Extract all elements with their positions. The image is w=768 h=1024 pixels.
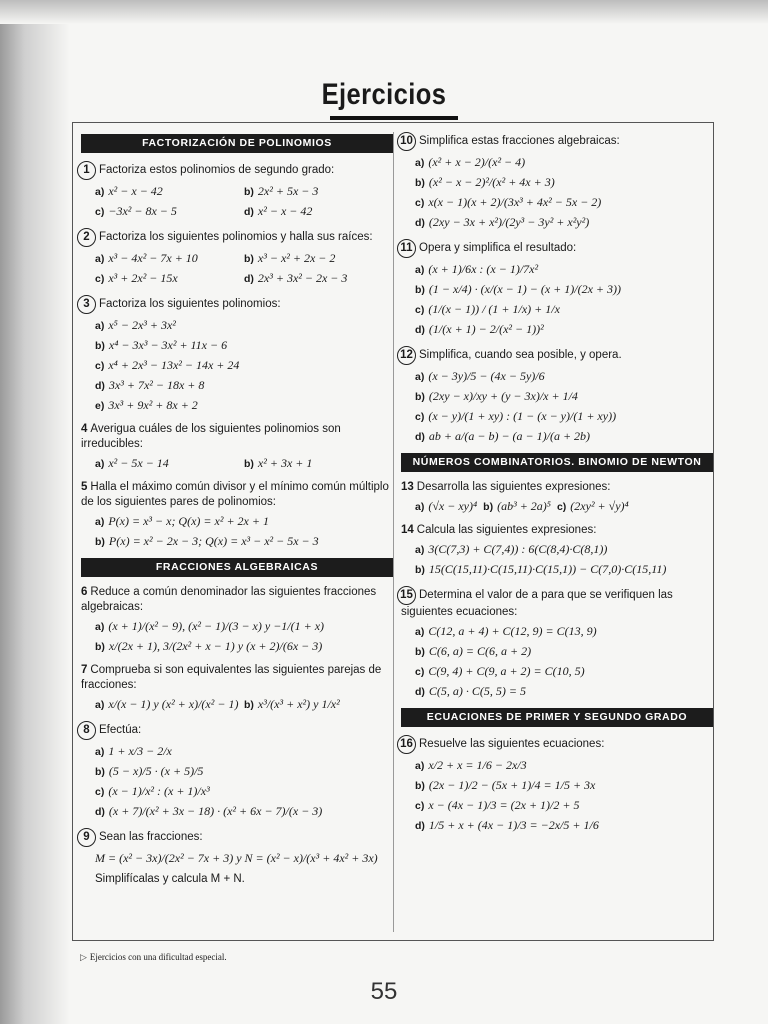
list-item: a) x² − 5x − 14 <box>95 456 169 470</box>
triangle-icon: ▷ <box>80 952 87 962</box>
list-item: b) x³/(x³ + x²) y 1/x² <box>244 697 340 711</box>
section-banner-ecuaciones: ECUACIONES DE PRIMER Y SEGUNDO GRADO <box>401 708 713 727</box>
list-item: d) (2xy − 3x + x²)/(2y³ − 3y² + x²y²) <box>415 215 590 229</box>
list-item: d) C(5, a) · C(5, 5) = 5 <box>415 684 527 698</box>
list-item: c) x(x − 1)(x + 2)/(3x³ + 4x² − 5x − 2) <box>415 195 602 209</box>
exercise-8-items <box>81 742 393 822</box>
exercise-3-items <box>81 316 393 416</box>
exercise-15 <box>401 586 713 620</box>
exercise-2-items <box>81 249 393 289</box>
list-item: b) (2xy − x)/xy + (y − 3x)/x + 1/4 <box>415 389 578 403</box>
list-item: d) 3x³ + 7x² − 18x + 8 <box>95 378 205 392</box>
list-item: d) x² − x − 42 <box>244 204 313 218</box>
circled-number: 12 <box>397 346 416 365</box>
list-item: b) 15(C(15,11)·C(15,11)·C(15,1)) − C(7,0)·C(15,11) <box>415 562 667 576</box>
list-item: a) x/2 + x = 1/6 − 2x/3 <box>415 758 527 772</box>
list-item: a) x/(x − 1) y (x² + x)/(x² − 1) <box>95 697 239 711</box>
column-divider <box>393 132 394 932</box>
exercise-5 <box>81 480 393 510</box>
list-item: a) x⁵ − 2x³ + 3x² <box>95 318 176 332</box>
exercise-text: Comprueba si son equivalentes las siguientes parejas de fracciones: <box>81 664 382 691</box>
exercise-text: Opera y simplifica el resultado: <box>419 242 577 254</box>
list-item: b) x⁴ − 3x³ − 3x² + 11x − 6 <box>95 338 228 352</box>
exercise-1-items <box>81 182 393 222</box>
exercise-4 <box>81 422 393 452</box>
exercise-text: Desarrolla las siguientes expresiones: <box>416 481 611 493</box>
list-item: b) x² + 3x + 1 <box>244 456 313 470</box>
list-item: c) (x − y)/(1 + xy) : (1 − (x − y)/(1 + xy)) <box>415 409 617 423</box>
list-item: e) 3x³ + 9x² + 8x + 2 <box>95 398 198 412</box>
circled-number: 15 <box>397 586 416 605</box>
list-item: a) x³ − 4x² − 7x + 10 <box>95 251 198 265</box>
circled-number: 11 <box>397 239 416 258</box>
exercise-10 <box>401 132 713 151</box>
exercise-text: Sean las fracciones: <box>99 831 203 843</box>
circled-number: 2 <box>77 228 96 247</box>
exercise-14-items <box>401 540 713 580</box>
list-item: c) x³ + 2x² − 15x <box>95 271 178 285</box>
exercise-9-note: Simplifícalas y calcula M + N. <box>95 873 245 885</box>
exercise-number: 7 <box>81 664 88 676</box>
list-item: a) C(12, a + 4) + C(12, 9) = C(13, 9) <box>415 624 597 638</box>
exercise-8 <box>81 721 393 740</box>
exercise-13 <box>401 480 713 495</box>
page-edge-shadow <box>0 0 70 1024</box>
exercise-15-items <box>401 622 713 702</box>
exercise-9-formula <box>81 849 393 868</box>
formula: M = (x² − 3x)/(2x² − 7x + 3) y N = (x² − x)/(x³ + 4x² + 3x) <box>95 851 378 865</box>
exercise-9 <box>81 828 393 847</box>
exercise-number: 13 <box>401 481 414 493</box>
exercise-text: Determina el valor de a para que se verifiquen las siguientes ecuaciones: <box>401 589 673 618</box>
page-top-shadow <box>0 0 768 24</box>
exercise-text: Simplifica, cuando sea posible, y opera. <box>419 349 622 361</box>
exercise-number: 14 <box>401 524 414 536</box>
exercise-16 <box>401 735 713 754</box>
list-item: a) (x + 1)/(x² − 9), (x² − 1)/(3 − x) y −1/(1 + x) <box>95 619 325 633</box>
list-item: c) x⁴ + 2x³ − 13x² − 14x + 24 <box>95 358 240 372</box>
exercise-14 <box>401 523 713 538</box>
exercise-text: Efectúa: <box>99 724 142 736</box>
list-item: d) (x + 7)/(x² + 3x − 18) · (x² + 6x − 7)/(x − 3) <box>95 804 323 818</box>
exercise-11-items <box>401 260 713 340</box>
list-item: b) (x² − x − 2)²/(x² + 4x + 3) <box>415 175 555 189</box>
exercise-10-items <box>401 153 713 233</box>
exercise-16-items <box>401 756 713 836</box>
list-item: a) (x + 1)/6x : (x − 1)/7x² <box>415 262 539 276</box>
exercise-text: Calcula las siguientes expresiones: <box>416 524 597 536</box>
list-item: d) ab + a/(a − b) − (a − 1)/(a + 2b) <box>415 429 591 443</box>
section-banner-combinatorios: NÚMEROS COMBINATORIOS. BINOMIO DE NEWTON <box>401 453 713 472</box>
page-number: 55 <box>370 978 398 1005</box>
exercise-7-items <box>81 695 393 715</box>
list-item: b) C(6, a) = C(6, a + 2) <box>415 644 532 658</box>
exercise-number: 4 <box>81 423 88 435</box>
list-item: b) (1 − x/4) · (x/(x − 1) − (x + 1)/(2x + 3)) <box>415 282 622 296</box>
list-item: b) x/(2x + 1), 3/(2x² + x − 1) y (x + 2)/(6x − 3) <box>95 639 323 653</box>
exercise-12 <box>401 346 713 365</box>
circled-number: 16 <box>397 735 416 754</box>
exercise-13-items <box>401 497 713 517</box>
section-banner-fracciones: FRACCIONES ALGEBRAICAS <box>81 558 393 577</box>
list-item: b) P(x) = x² − 2x − 3; Q(x) = x³ − x² − 5x − 3 <box>95 534 319 548</box>
list-item: c) C(9, 4) + C(9, a + 2) = C(10, 5) <box>415 664 585 678</box>
list-item: c) −3x² − 8x − 5 <box>95 204 177 218</box>
footer-note-text: Ejercicios con una dificultad especial. <box>89 952 227 962</box>
list-item: b) (5 − x)/5 · (x + 5)/5 <box>95 764 204 778</box>
exercise-text: Factoriza estos polinomios de segundo grado: <box>99 164 335 176</box>
section-banner-factorizacion: FACTORIZACIÓN DE POLINOMIOS <box>81 134 393 153</box>
list-item: d) 1/5 + x + (4x − 1)/3 = −2x/5 + 1/6 <box>415 818 599 832</box>
list-item: a) x² − x − 42 <box>95 184 163 198</box>
exercise-7 <box>81 663 393 693</box>
circled-number: 3 <box>77 295 96 314</box>
list-item: a) (√x − xy)⁴ b) (ab³ + 2a)⁵ c) (2xy² + √y)⁴ <box>415 499 629 513</box>
list-item: b) x³ − x² + 2x − 2 <box>244 251 336 265</box>
exercise-1 <box>81 161 393 180</box>
exercise-11 <box>401 239 713 258</box>
circled-number: 10 <box>397 132 416 151</box>
exercise-frame <box>72 122 714 941</box>
exercise-text: Reduce a común denominador las siguientes fracciones algebraicas: <box>81 586 377 613</box>
exercise-2 <box>81 228 393 247</box>
list-item: b) (2x − 1)/2 − (5x + 1)/4 = 1/5 + 3x <box>415 778 596 792</box>
right-column <box>401 128 713 838</box>
exercise-6-items <box>81 617 393 657</box>
list-item: a) P(x) = x³ − x; Q(x) = x² + 2x + 1 <box>95 514 269 528</box>
page-title: Ejercicios <box>321 78 447 111</box>
exercise-6 <box>81 585 393 615</box>
list-item: d) 2x³ + 3x² − 2x − 3 <box>244 271 348 285</box>
exercise-text: Simplifica estas fracciones algebraicas: <box>419 135 620 147</box>
list-item: b) 2x² + 5x − 3 <box>244 184 319 198</box>
exercise-3 <box>81 295 393 314</box>
footer-note <box>80 952 227 963</box>
exercise-text: Resuelve las siguientes ecuaciones: <box>419 738 605 750</box>
circled-number: 8 <box>77 721 96 740</box>
circled-number: 1 <box>77 161 96 180</box>
exercise-text: Halla el máximo común divisor y el mínimo común múltiplo de los siguientes pares de polinomios: <box>81 481 389 508</box>
exercise-number: 5 <box>81 481 88 493</box>
exercise-4-items <box>81 454 393 474</box>
exercise-text: Averigua cuáles de los siguientes polinomios son irreducibles: <box>81 423 341 450</box>
list-item: a) 3(C(7,3) + C(7,4)) : 6(C(8,4)·C(8,1)) <box>415 542 608 556</box>
left-column <box>81 128 393 887</box>
exercise-text: Factoriza los siguientes polinomios: <box>99 298 281 310</box>
exercise-number: 6 <box>81 586 88 598</box>
exercise-12-items <box>401 367 713 447</box>
list-item: d) (1/(x + 1) − 2/(x² − 1))² <box>415 322 544 336</box>
exercise-text: Factoriza los siguientes polinomios y halla sus raíces: <box>99 231 373 243</box>
list-item: c) (x − 1)/x² : (x + 1)/x³ <box>95 784 210 798</box>
list-item: c) (1/(x − 1)) / (1 + 1/x) + 1/x <box>415 302 560 316</box>
circled-number: 9 <box>77 828 96 847</box>
list-item: c) x − (4x − 1)/3 = (2x + 1)/2 + 5 <box>415 798 580 812</box>
title-underline <box>330 116 458 120</box>
list-item: a) (x² + x − 2)/(x² − 4) <box>415 155 526 169</box>
list-item: a) (x − 3y)/5 − (4x − 5y)/6 <box>415 369 545 383</box>
exercise-5-items <box>81 512 393 552</box>
list-item: a) 1 + x/3 − 2/x <box>95 744 172 758</box>
